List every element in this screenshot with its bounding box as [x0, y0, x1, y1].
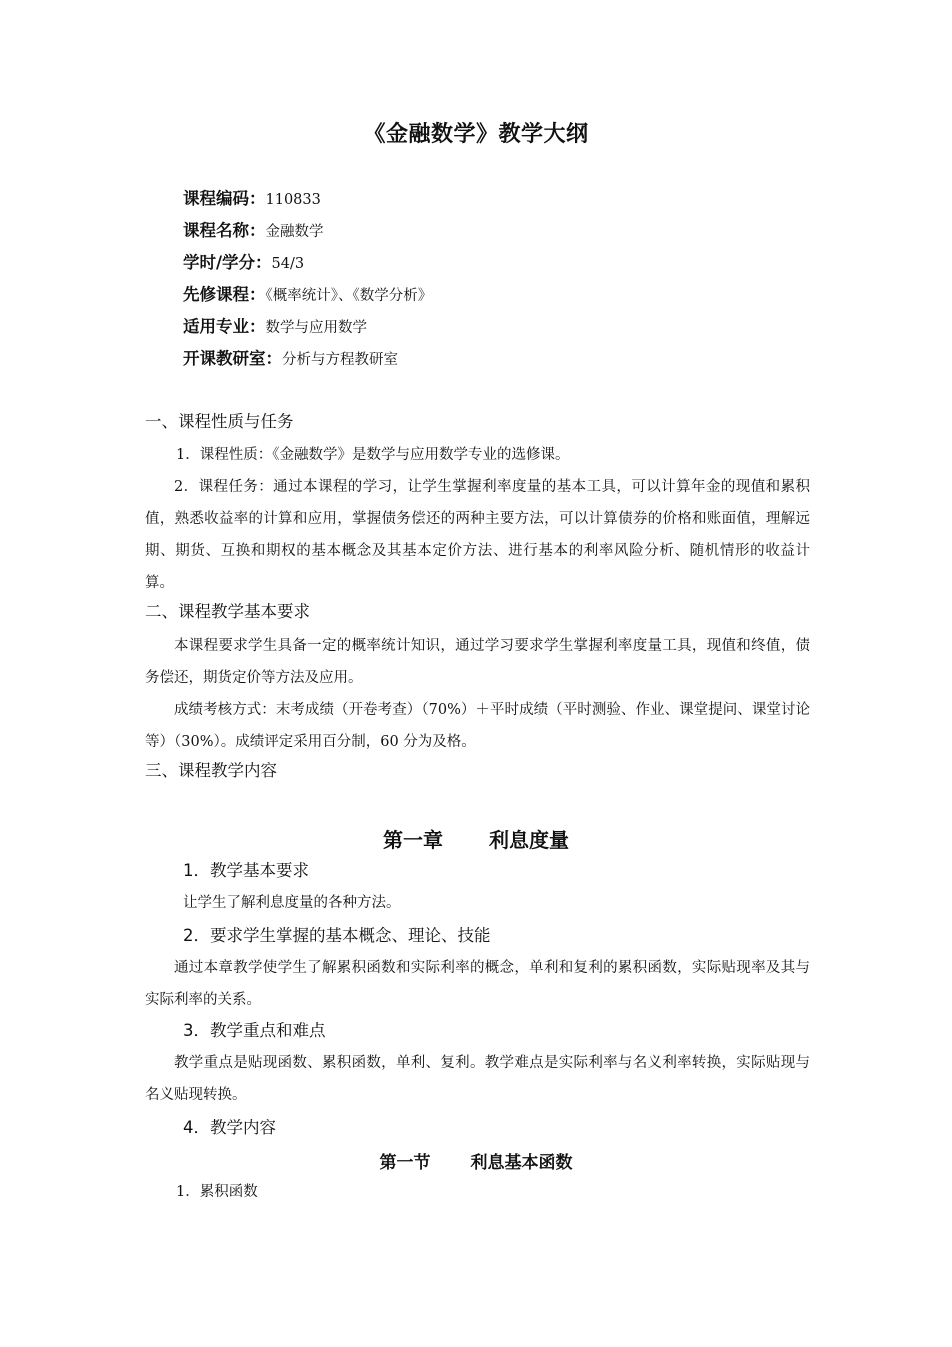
prerequisites-value: 《概率统计》、《数学分析》: [265, 288, 433, 304]
section-title: [0, 1148, 952, 1173]
prerequisites-row: [183, 283, 432, 307]
section1-item2: 2．课程任务：通过本课程的学习，让学生掌握利率度量的基本工具，可以计算年金的现值和累积值，熟悉收益率的计算和应用，掌握债务偿还的两种主要方法，可以计算债券的价格和账面值，理解远期、期货、互换和期权的基本概念及其基本定价方法、进行基本的利率风险分析、随机情形的收益计算。: [145, 479, 810, 591]
chapter1-item1: 1．累积函数: [176, 1184, 258, 1200]
section1-number: 第一节: [379, 1153, 431, 1173]
department-row: [183, 347, 398, 371]
section3-heading: 三、课程教学内容: [145, 761, 277, 780]
section1-name: 利息基本函数: [470, 1153, 573, 1173]
section1-item1: 1．课程性质：《金融数学》是数学与应用数学专业的选修课。: [176, 447, 570, 463]
document-title: 《金融数学》教学大纲: [363, 122, 589, 147]
department-value: 分析与方程教研室: [282, 352, 398, 368]
prerequisites-label: 先修课程：: [183, 285, 266, 304]
chapter1-content-heading: 4．教学内容: [183, 1118, 276, 1137]
chapter1-req-heading: 1．教学基本要求: [183, 861, 309, 880]
department-label: 开课教研室：: [183, 349, 282, 368]
chapter1-key-heading: 3．教学重点和难点: [183, 1021, 326, 1040]
section2-para1: 本课程要求学生具备一定的概率统计知识，通过学习要求学生掌握利率度量工具，现值和终值，债务偿还，期货定价等方法及应用。: [145, 638, 810, 686]
course-code-row: [183, 187, 321, 211]
major-row: [183, 315, 367, 339]
course-name-value: 金融数学: [265, 224, 324, 240]
major-value: 数学与应用数学: [265, 320, 367, 336]
section1-heading: 一、课程性质与任务: [145, 412, 294, 431]
course-code-value: 110833: [265, 192, 321, 208]
chapter1-concept-text: 通过本章教学使学生了解累积函数和实际利率的概念，单利和复利的累积函数，实际贴现率及其与实际利率的关系。: [145, 960, 810, 1008]
hours-credits-row: [183, 251, 304, 275]
section2-para2: 成绩考核方式：末考成绩（开卷考查）（70%）＋平时成绩（平时测验、作业、课堂提问、课堂讨论等）（30%）。成绩评定采用百分制，60 分为及格。: [145, 702, 810, 750]
chapter1-title: [0, 824, 952, 853]
hours-credits-label: 学时/学分：: [183, 253, 272, 272]
chapter1-concept-heading: 2．要求学生掌握的基本概念、理论、技能: [183, 926, 491, 945]
major-label: 适用专业：: [183, 317, 266, 336]
section2-heading: 二、课程教学基本要求: [145, 602, 310, 621]
chapter1-number: 第一章: [383, 828, 443, 852]
course-name-label: 课程名称：: [183, 221, 266, 240]
chapter1-req-text: 让学生了解利息度量的各种方法。: [183, 895, 401, 911]
course-code-label: 课程编码：: [183, 189, 266, 208]
course-name-row: [183, 219, 324, 243]
hours-credits-value: 54/3: [271, 256, 305, 272]
chapter1-name: 利息度量: [489, 828, 569, 852]
chapter1-key-text: 教学重点是贴现函数、累积函数，单利、复利。教学难点是实际利率与名义利率转换，实际贴现与名义贴现转换。: [145, 1055, 810, 1103]
